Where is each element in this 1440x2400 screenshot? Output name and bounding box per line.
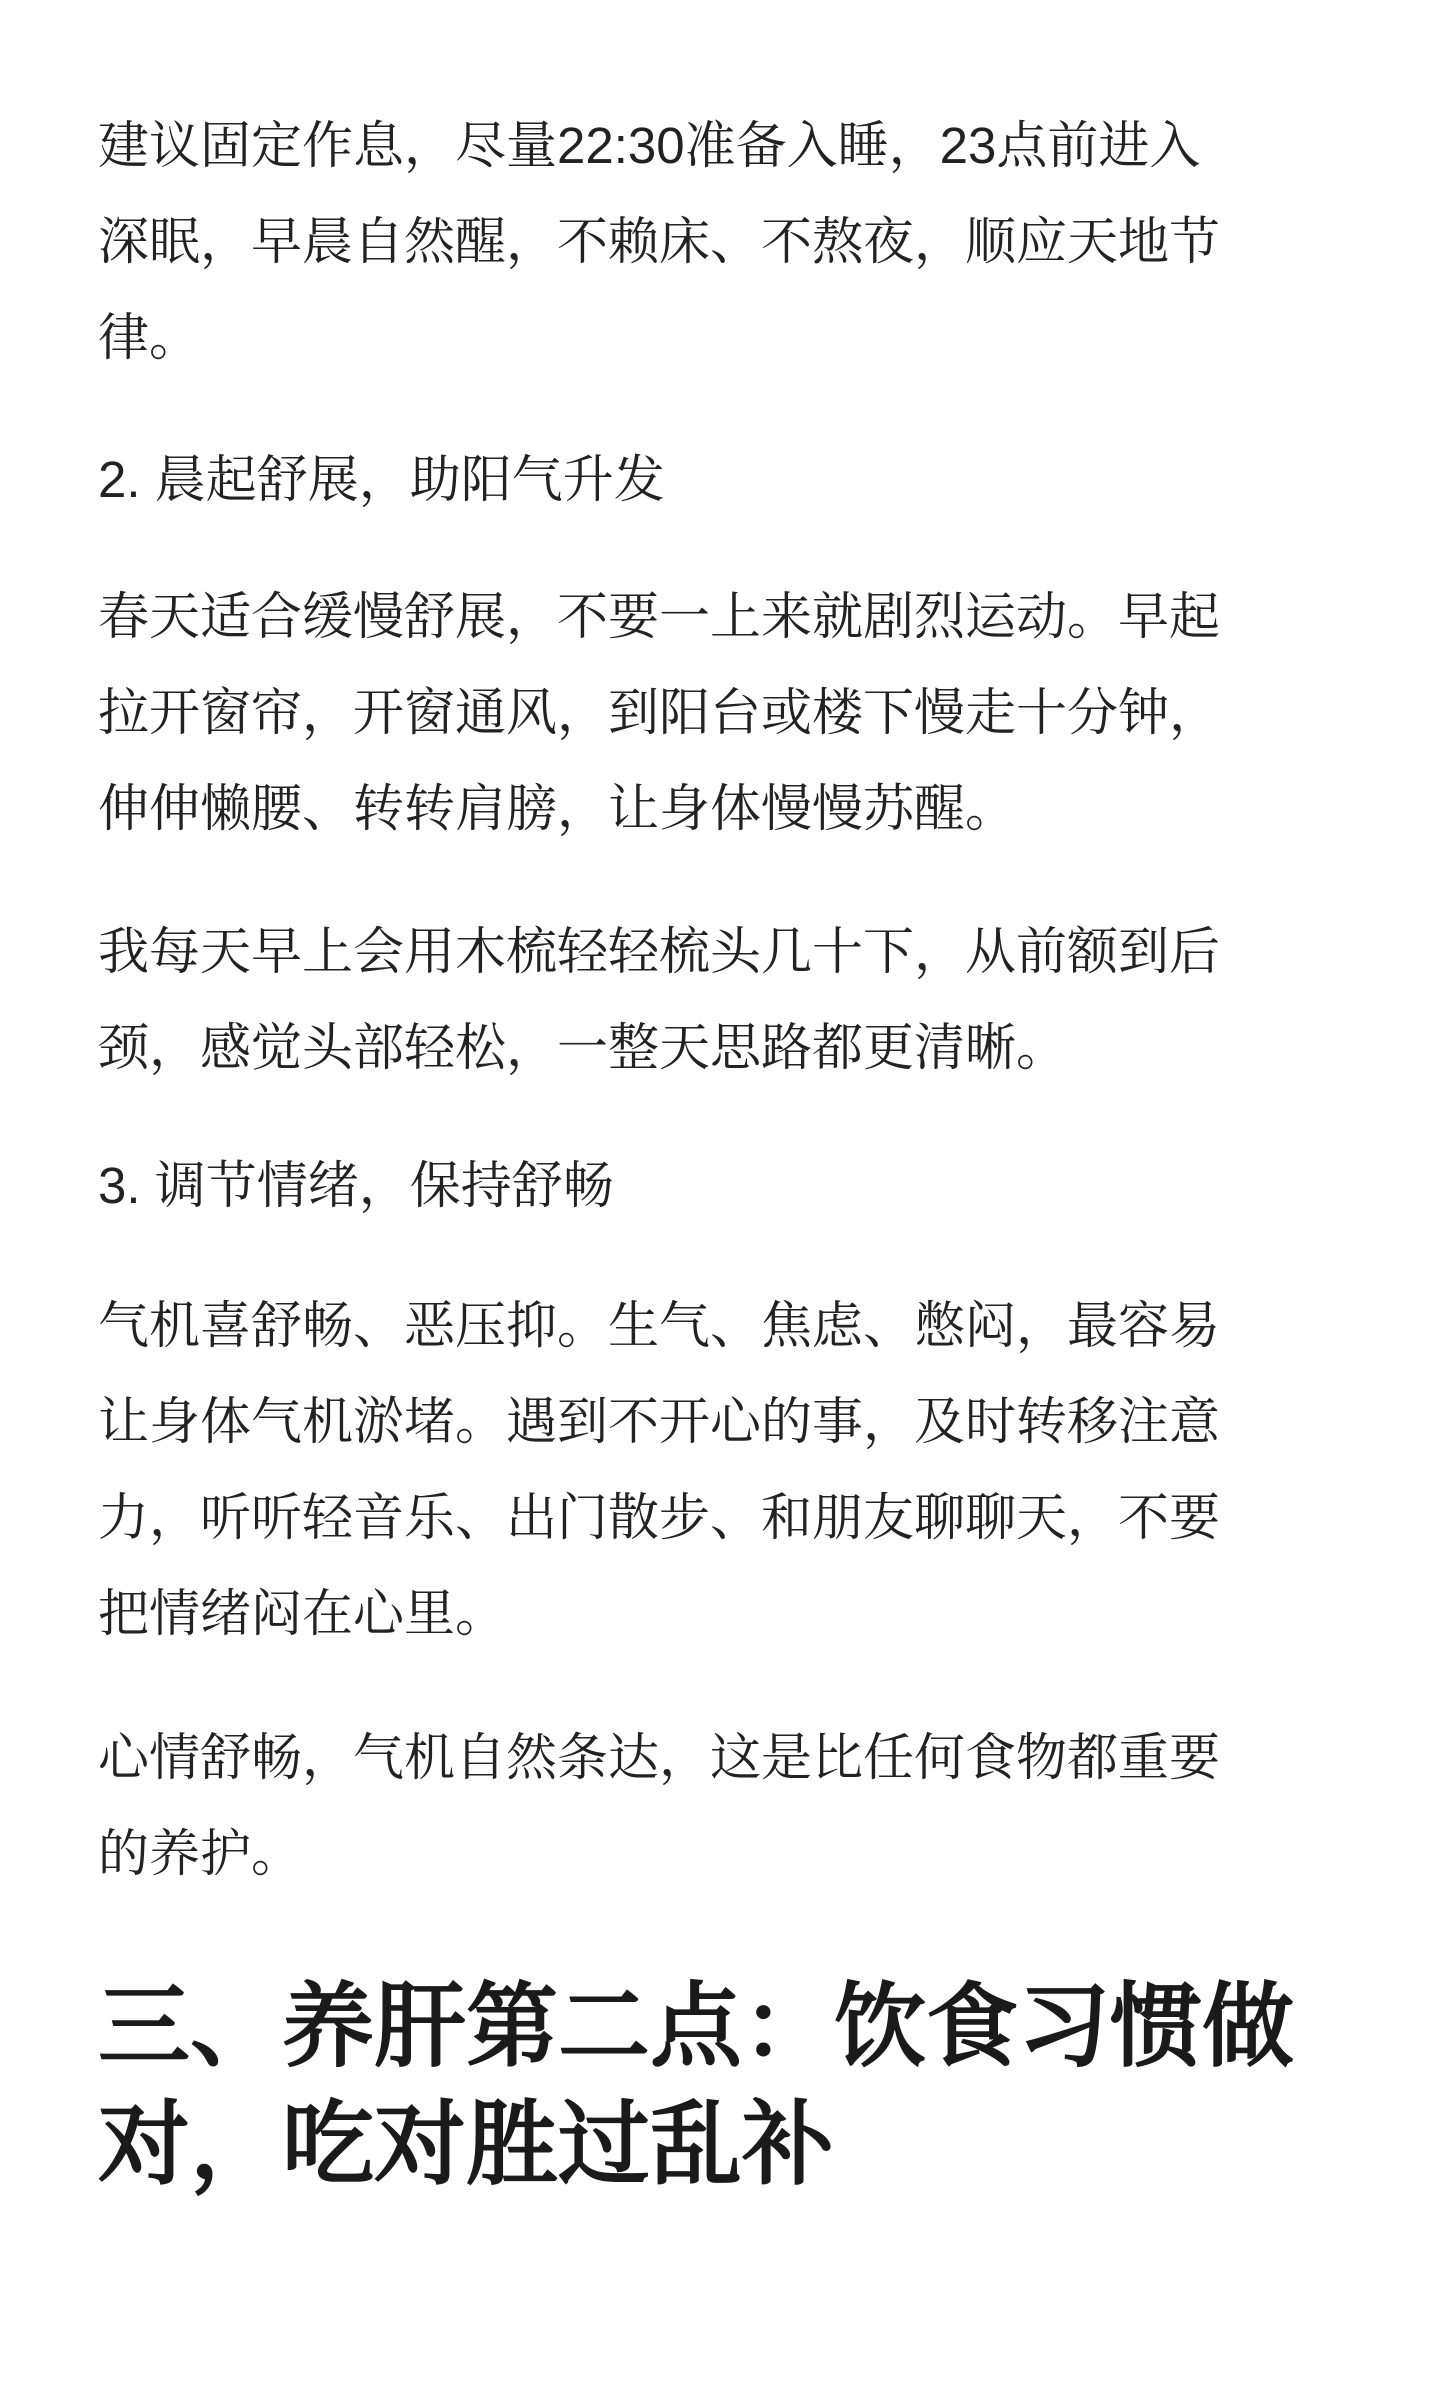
subheading-emotions: [98, 1138, 1398, 1234]
text-line: 拉开窗帘，开窗通风，到阳台或楼下慢走十分钟，: [98, 684, 1221, 741]
text-line: 气机喜舒畅、恶压抑。生气、焦虑、憋闷，最容易: [98, 1297, 1221, 1354]
text-line: 深眠，早晨自然醒，不赖床、不熬夜，顺应天地节: [98, 213, 1221, 270]
paragraph-comb-hair: [98, 904, 1398, 1096]
text-line: 让身体气机淤堵。遇到不开心的事，及时转移注意: [98, 1393, 1221, 1450]
text-line: 心情舒畅，气机自然条达，这是比任何食物都重要: [98, 1729, 1221, 1786]
heading-line: 对，吃对胜过乱补: [98, 2094, 835, 2196]
subheading-text: 3. 调节情绪，保持舒畅: [98, 1157, 614, 1214]
subheading-text: 2. 晨起舒展，助阳气升发: [98, 451, 665, 508]
paragraph-emotions: [98, 1278, 1398, 1662]
subheading-morning-stretch: [98, 432, 1398, 528]
text-line: 力，听听轻音乐、出门散步、和朋友聊聊天，不要: [98, 1489, 1221, 1546]
text-line: 的养护。: [98, 1825, 303, 1882]
section-heading: [98, 1968, 1398, 2204]
text-line: 颈，感觉头部轻松，一整天思路都更清晰。: [98, 1019, 1068, 1076]
text-line: 伸伸懒腰、转转肩膀，让身体慢慢苏醒。: [98, 780, 1017, 837]
text-line: 律。: [98, 309, 201, 366]
text-line: 把情绪闷在心里。: [98, 1585, 507, 1642]
text-line: 建议固定作息，尽量22:30准备入睡，23点前进入: [98, 117, 1201, 174]
paragraph-sleep-schedule: [98, 98, 1398, 386]
paragraph-stretch: [98, 569, 1398, 857]
text-line: 春天适合缓慢舒展，不要一上来就剧烈运动。早起: [98, 588, 1221, 645]
heading-line: 三、养肝第二点：饮食习惯做: [98, 1976, 1295, 2078]
paragraph-mood-summary: [98, 1710, 1398, 1902]
text-line: 我每天早上会用木梳轻轻梳头几十下，从前额到后: [98, 923, 1221, 980]
